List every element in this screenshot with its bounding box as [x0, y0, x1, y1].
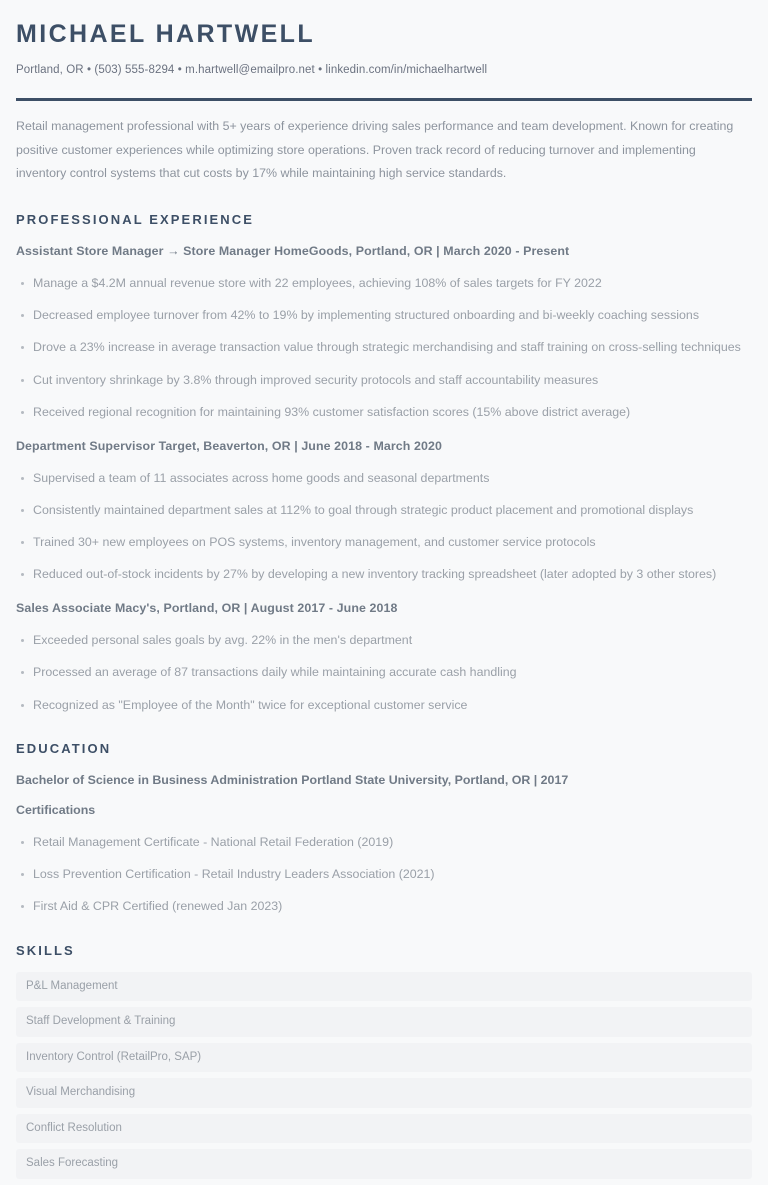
skills-list [16, 972, 752, 1179]
job-bullet-list [16, 274, 752, 422]
experience-entry [16, 437, 752, 584]
job-bullet: Processed an average of 87 transactions daily while maintaining accurate cash handling [16, 663, 752, 682]
certification-item: Loss Prevention Certification - Retail Industry Leaders Association (2021) [16, 865, 752, 884]
contact-line: Portland, OR • (503) 555-8294 • m.hartwell@emailpro.net • linkedin.com/in/michaelhartwell [16, 63, 488, 76]
resume-header [16, 18, 752, 101]
skill-item: Staff Development & Training [16, 1007, 752, 1037]
candidate-name: MICHAEL HARTWELL [16, 20, 316, 48]
experience-list [16, 242, 752, 714]
education-degree: Bachelor of Science in Business Administration Portland State University, Portland, OR | 2017 [16, 772, 569, 787]
job-bullet: Drove a 23% increase in average transaction value through strategic merchandising and staff training on cross-selling techniques [16, 338, 752, 357]
section-heading-skills: SKILLS [16, 942, 75, 958]
job-title: Department Supervisor Target, Beaverton, OR | June 2018 - March 2020 [16, 438, 442, 453]
certification-item: Retail Management Certificate - National Retail Federation (2019) [16, 833, 752, 852]
job-bullet: Reduced out-of-stock incidents by 27% by developing a new inventory tracking spreadsheet (later adopted by 3 other stores) [16, 565, 752, 584]
job-bullet: Cut inventory shrinkage by 3.8% through improved security protocols and staff accountability measures [16, 371, 752, 390]
job-bullet: Consistently maintained department sales at 112% to goal through strategic product placement and promotional displays [16, 501, 752, 520]
job-bullet-list [16, 469, 752, 585]
job-bullet-list [16, 631, 752, 715]
experience-entry [16, 242, 752, 422]
header-divider [16, 98, 752, 101]
job-bullet: Decreased employee turnover from 42% to 19% by implementing structured onboarding and bi-weekly coaching sessions [16, 306, 752, 325]
job-bullet: Trained 30+ new employees on POS systems, inventory management, and customer service protocols [16, 533, 752, 552]
skill-item: P&L Management [16, 972, 752, 1002]
certifications-label: Certifications [16, 803, 96, 818]
job-title: Assistant Store Manager → Store Manager HomeGoods, Portland, OR | March 2020 - Present [16, 244, 570, 259]
experience-entry [16, 599, 752, 714]
job-bullet: Received regional recognition for maintaining 93% customer satisfaction scores (15% above district average) [16, 403, 752, 422]
section-heading-experience: PROFESSIONAL EXPERIENCE [16, 212, 255, 228]
certifications-list [16, 833, 752, 917]
section-heading-education: EDUCATION [16, 740, 112, 756]
skill-item: Sales Forecasting [16, 1149, 752, 1179]
skill-item: Conflict Resolution [16, 1114, 752, 1144]
job-bullet: Supervised a team of 11 associates across home goods and seasonal departments [16, 469, 752, 488]
certification-item: First Aid & CPR Certified (renewed Jan 2023) [16, 897, 752, 916]
skill-item: Visual Merchandising [16, 1078, 752, 1108]
job-bullet: Manage a $4.2M annual revenue store with 22 employees, achieving 108% of sales targets for FY 2022 [16, 274, 752, 293]
job-bullet: Exceeded personal sales goals by avg. 22% in the men's department [16, 631, 752, 650]
skill-item: Inventory Control (RetailPro, SAP) [16, 1043, 752, 1073]
job-title: Sales Associate Macy's, Portland, OR | August 2017 - June 2018 [16, 601, 398, 616]
professional-summary: Retail management professional with 5+ years of experience driving sales performance and team development. Known for creating positive customer experiences while optimizing store operations. Proven track record of reducing turnover and implementing inventory control systems that cut costs by 17% while maintaining high service standards. [16, 118, 734, 181]
job-bullet: Recognized as "Employee of the Month" twice for exceptional customer service [16, 696, 752, 715]
